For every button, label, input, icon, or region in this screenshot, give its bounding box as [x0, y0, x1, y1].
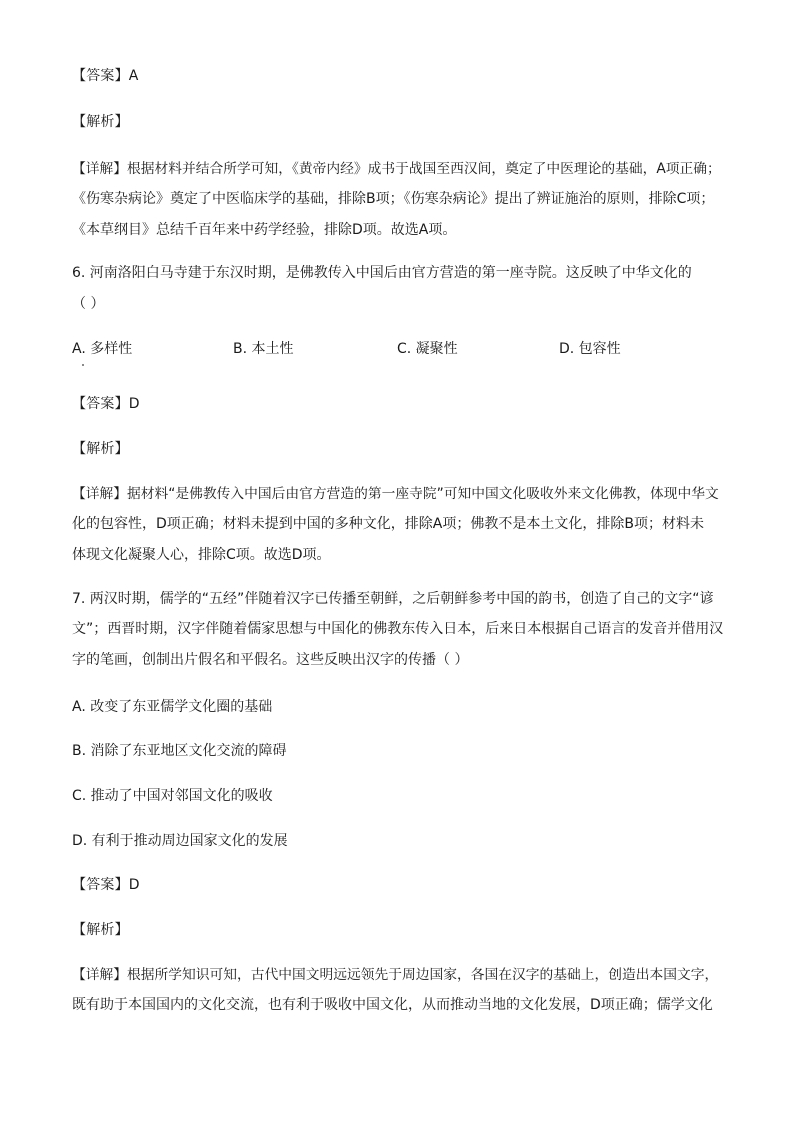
- q6-stem-line: 6. 河南洛阳白马寺建于东汉时期，是佛教传入中国后由官方营造的第一座寺院。这反映了中华文化的: [72, 265, 692, 281]
- q7-answer: 【答案】D: [72, 877, 140, 893]
- q6-option-c: C. 凝聚性: [397, 341, 458, 357]
- q6-detail-line: 【详解】据材料“是佛教传入中国后由官方营造的第一座寺院”可知中国文化吸收外来文化佛教，体现中华文: [72, 486, 719, 502]
- q6-stem-line: （ ）: [72, 296, 105, 312]
- q7-analysis-label: 【解析】: [72, 922, 129, 938]
- q5-analysis-label: 【解析】: [72, 114, 129, 130]
- q7-option-b: B. 消除了东亚地区文化交流的障碍: [72, 743, 287, 759]
- q5-detail-line: 《伤寒杂病论》奠定了中医临床学的基础，排除B项；《伤寒杂病论》提出了辨证施治的原则，排除C项；: [72, 191, 715, 207]
- q6-option-a: A. 多样性: [72, 341, 133, 357]
- q7-option-d: D. 有利于推动周边国家文化的发展: [72, 833, 288, 849]
- q7-option-a: A. 改变了东亚儒学文化圈的基础: [72, 699, 273, 715]
- q6-option-b: B. 本土性: [233, 341, 294, 357]
- q7-option-c: C. 推动了中国对邻国文化的吸收: [72, 788, 273, 804]
- stray-dot: [82, 364, 84, 366]
- q7-stem-line: 文”；西晋时期，汉字伴随着儒家思想与中国化的佛教东传入日本，后来日本根据自己语言的发音并借用汉: [72, 621, 724, 637]
- q5-detail-line: 《本草纲目》总结千百年来中药学经验，排除D项。故选A项。: [72, 222, 457, 238]
- q5-detail-line: 【详解】根据材料并结合所学可知，《黄帝内经》成书于战国至西汉间，奠定了中医理论的基础，A项正确；: [72, 161, 721, 177]
- q5-answer: 【答案】A: [72, 68, 139, 84]
- q6-analysis-label: 【解析】: [72, 441, 129, 457]
- q7-stem-line: 字的笔画，创制出片假名和平假名。这些反映出汉字的传播（ ）: [72, 652, 469, 668]
- q6-detail-line: 体现文化凝聚人心，排除C项。故选D项。: [72, 547, 331, 563]
- q6-detail-line: 化的包容性，D项正确；材料未提到中国的多种文化，排除A项；佛教不是本土文化，排除B项；材料未: [72, 516, 704, 532]
- q7-detail-line: 既有助于本国国内的文化交流，也有利于吸收中国文化，从而推动当地的文化发展，D项正确；儒学文化: [72, 997, 713, 1013]
- q6-option-d: D. 包容性: [559, 341, 621, 357]
- q7-detail-line: 【详解】根据所学知识可知，古代中国文明远远领先于周边国家，各国在汉字的基础上，创造出本国文字，: [72, 967, 719, 983]
- q6-answer: 【答案】D: [72, 396, 140, 412]
- q7-stem-line: 7. 两汉时期，儒学的“五经”伴随着汉字已传播至朝鲜，之后朝鲜参考中国的韵书，创造了自己的文字“谚: [72, 591, 714, 607]
